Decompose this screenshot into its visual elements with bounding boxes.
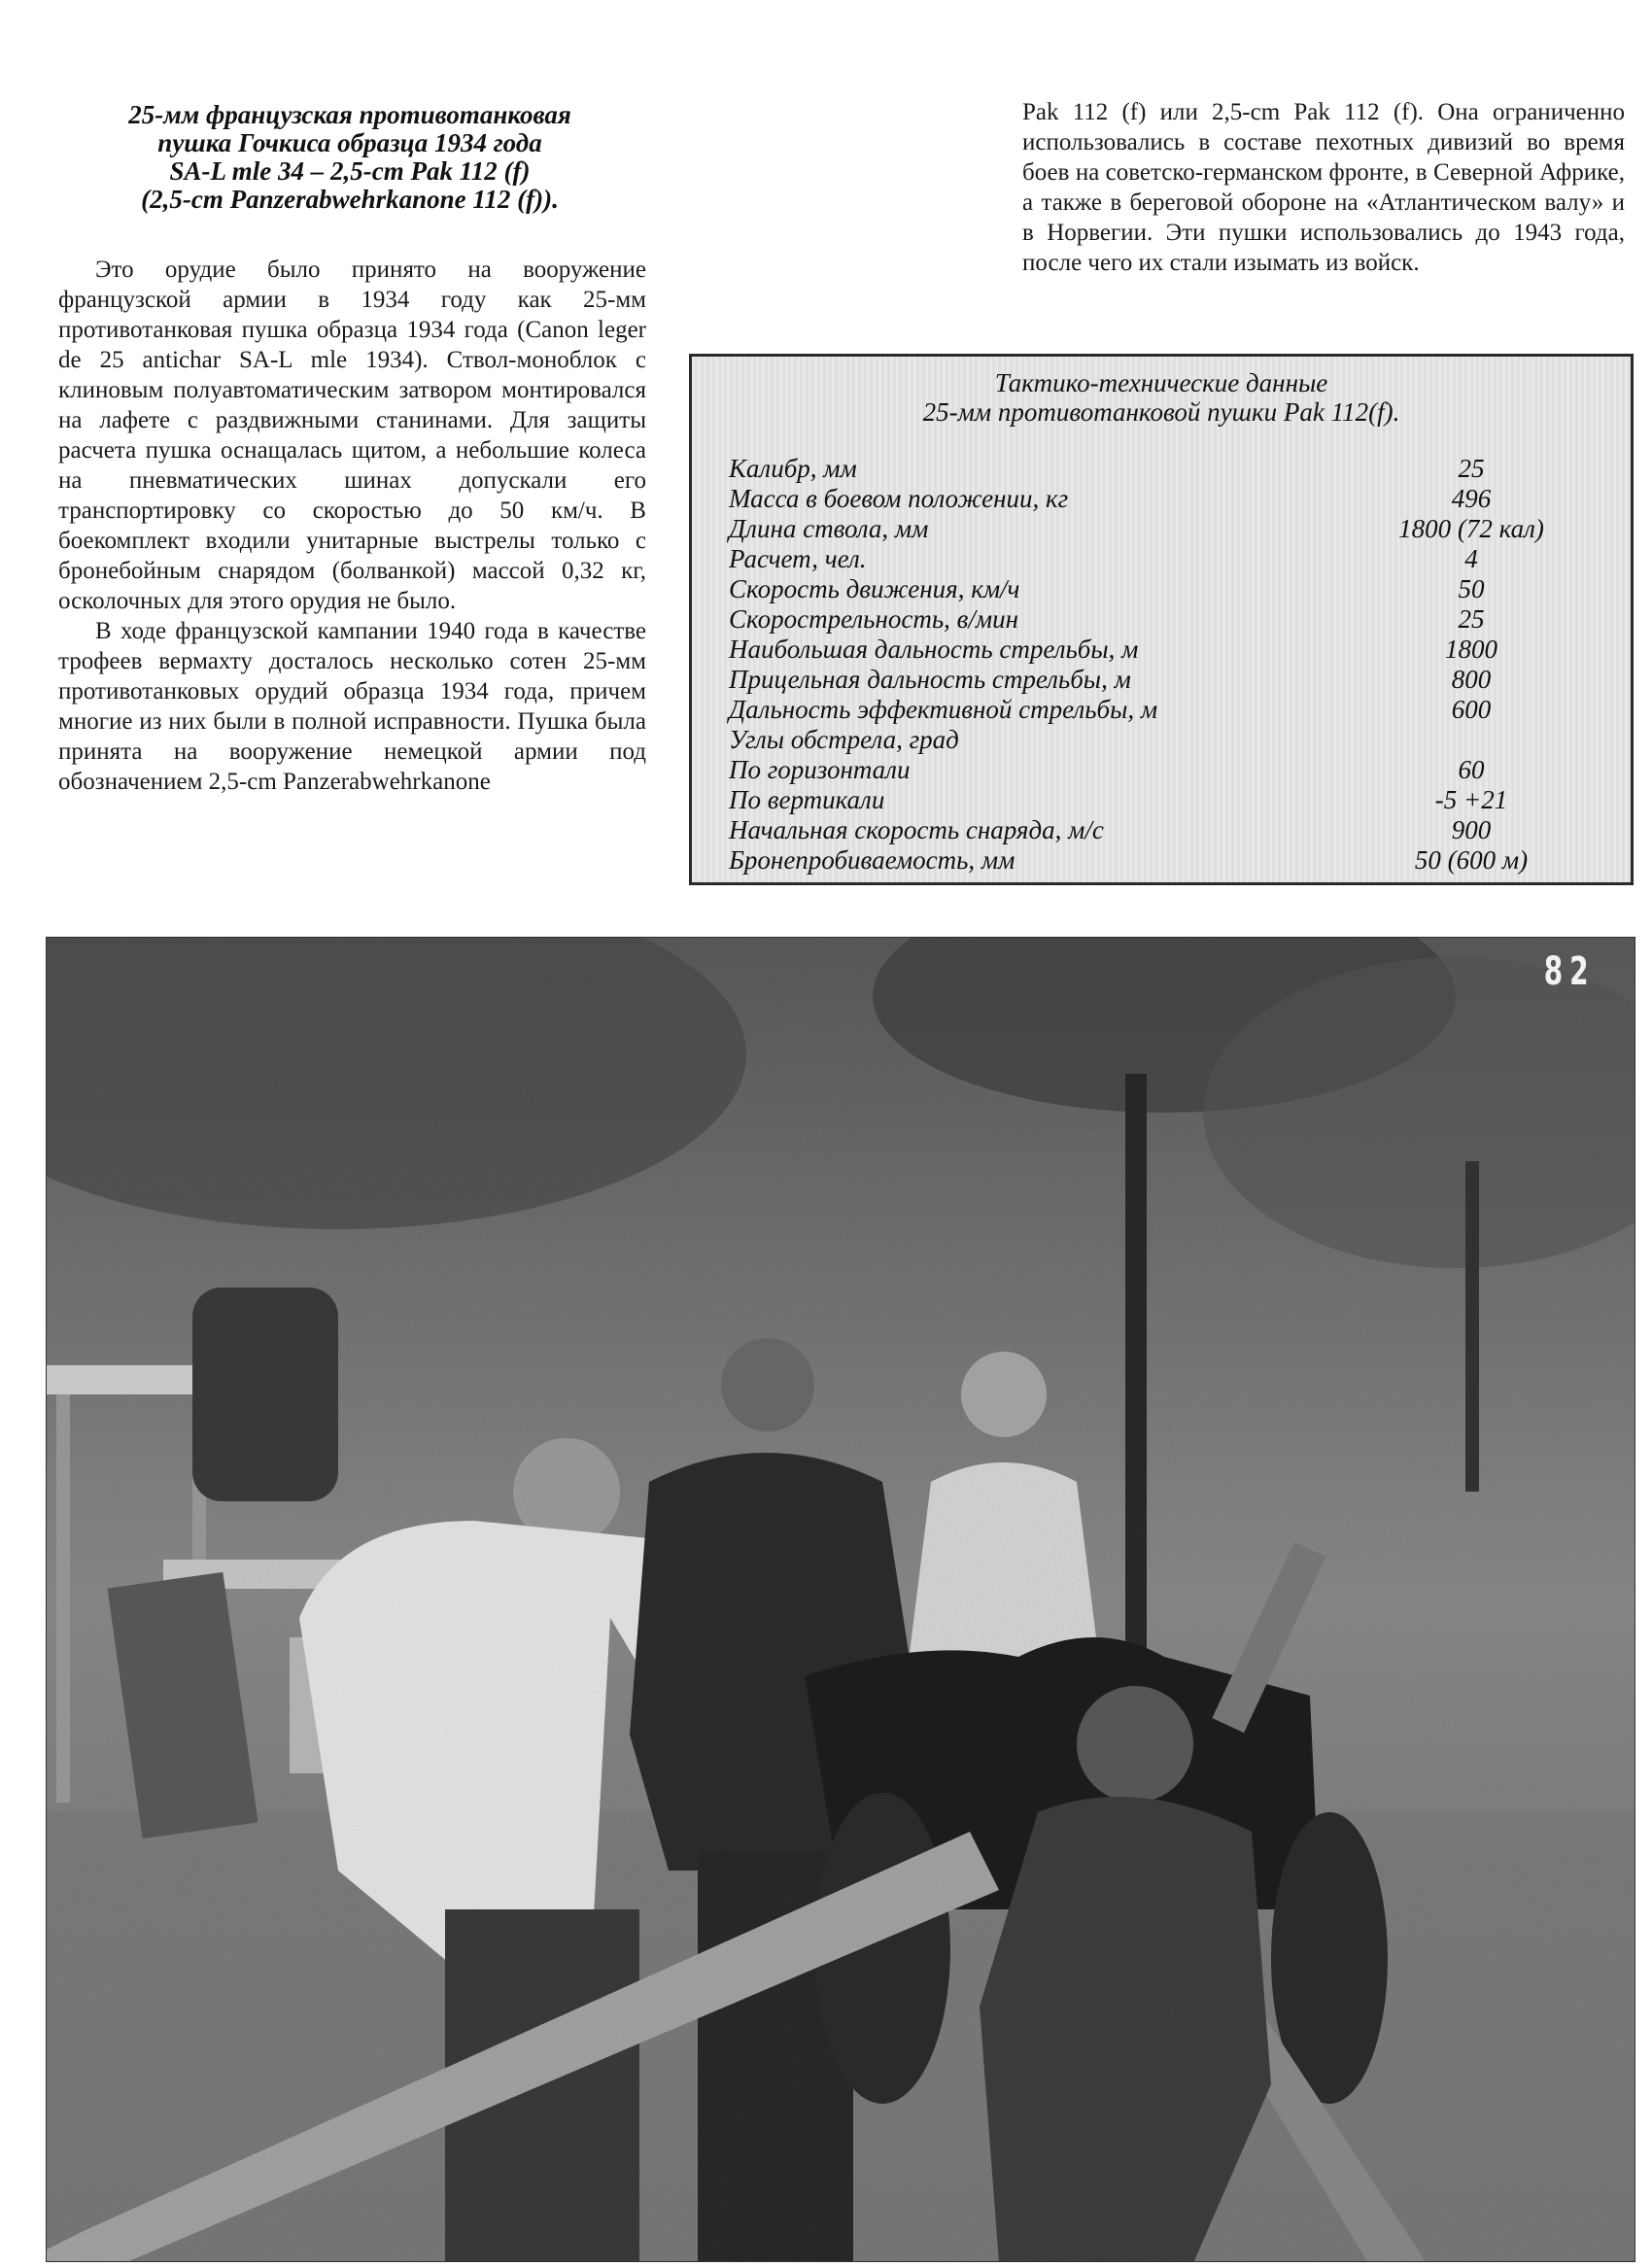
tree-trunk: [1465, 1161, 1479, 1492]
spec-value: -5 +21: [1434, 785, 1508, 814]
spec-value: 25: [1458, 454, 1485, 483]
spec-label: Наибольшая дальность стрельбы, м: [729, 635, 1139, 664]
photo-illustration: [47, 938, 1635, 2262]
backpack: [192, 1288, 338, 1501]
spec-value: 496: [1451, 484, 1492, 513]
specifications-row: [729, 484, 1601, 514]
article-heading: [53, 101, 646, 214]
specifications-row: [729, 815, 1601, 845]
right-column-text: [1022, 97, 1625, 278]
specifications-rows: [729, 454, 1601, 876]
person-head: [721, 1338, 814, 1431]
person-head-cap: [1077, 1686, 1193, 1803]
tree-trunk: [1125, 1074, 1147, 1676]
specifications-row: [729, 604, 1601, 635]
specifications-row: [729, 725, 1601, 755]
spec-label: Прицельная дальность стрельбы, м: [729, 665, 1131, 694]
spec-label: По горизонтали: [729, 755, 911, 784]
specifications-row: [729, 454, 1601, 484]
spec-value: 900: [1451, 815, 1492, 844]
person-head: [961, 1352, 1047, 1437]
specifications-row: [729, 544, 1601, 574]
specifications-row: [729, 785, 1601, 815]
photo-number: 82: [1544, 949, 1596, 994]
specifications-title: [692, 368, 1631, 427]
spec-label: Калибр, мм: [729, 454, 857, 483]
heading-line: (2,5-cm Panzerabwehrkanone 112 (f)).: [141, 185, 559, 214]
specifications-row: [729, 635, 1601, 665]
specifications-table: [689, 354, 1634, 885]
specifications-row: [729, 574, 1601, 604]
specifications-row: [729, 845, 1601, 876]
specifications-row: [729, 695, 1601, 725]
specifications-title-line: Тактико-технические данные: [994, 368, 1328, 397]
heading-line: SA-L mle 34 – 2,5-cm Pak 112 (f): [169, 156, 531, 186]
spec-label: Скорость движения, км/ч: [729, 574, 1020, 603]
historical-photo: [46, 937, 1635, 2262]
specifications-title-line: 25-мм противотанковой пушки Pak 112(f).: [922, 397, 1400, 427]
left-column-text: [58, 255, 646, 797]
spec-value: 1800 (72 кал): [1398, 514, 1544, 543]
spec-value: 4: [1464, 544, 1478, 573]
spec-value: 800: [1451, 665, 1492, 694]
table-top: [47, 1365, 212, 1394]
spec-label: Дальность эффективной стрельбы, м: [729, 695, 1158, 724]
spec-value: 25: [1458, 604, 1485, 634]
spec-value: 600: [1451, 695, 1492, 724]
spec-label: Углы обстрела, град: [729, 725, 959, 754]
body-paragraph: Это орудие было принято на вооружение французской армии в 1934 году как 25-мм противотанковая пушка образца 1934 года (Canon leger de 25 antichar SA-L mle 1934). Ствол-моноблок с клиновым полуавтоматическим затвором монтировался на лафете с раздвижными станинами. Для защиты расчета пушка оснащалась щитом, а небольшие колеса на пневматических шинах допускали его транспортировку со скоростью до 50 км/ч. В боекомплект входили унитарные выстрелы только с бронебойным снарядом (болванкой) массой 0,32 кг, осколочных для этого орудия не было.: [58, 257, 646, 614]
specifications-row: [729, 665, 1601, 695]
spec-label: Длина ствола, мм: [729, 514, 929, 543]
body-paragraph: В ходе французской кампании 1940 года в качестве трофеев вермахту досталось несколько сотен 25-мм противотанковых орудий образца 1934 года, причем многие из них были в полной исправности. Пушка была принята на вооружение немецкой армии под обозначением 2,5-cm Panzerabwehrkanone: [58, 618, 646, 795]
spec-label: Бронепробиваемость, мм: [729, 845, 1015, 875]
spec-value: 60: [1458, 755, 1485, 784]
specifications-row: [729, 755, 1601, 785]
spec-value: 50: [1458, 574, 1485, 603]
spec-value: 50 (600 м): [1414, 845, 1529, 875]
spec-label: По вертикали: [729, 785, 885, 814]
spec-label: Скорострельность, в/мин: [729, 604, 1018, 634]
spec-label: Расчет, чел.: [729, 544, 867, 573]
heading-line: 25-мм французская противотанковая: [128, 100, 571, 129]
body-paragraph: Pak 112 (f) или 2,5-cm Pak 112 (f). Она ограниченно использовались в составе пехотных дивизий во время боев на советско-германском фронте, в Северной Африке, а также в береговой обороне на «Атлантическом валу» и в Норвегии. Эти пушки использовались до 1943 года, после чего их стали изымать из войск.: [1022, 99, 1625, 276]
specifications-row: [729, 514, 1601, 544]
spec-label: Масса в боевом положении, кг: [729, 484, 1069, 513]
spec-label: Начальная скорость снаряда, м/с: [729, 815, 1104, 844]
heading-line: пушка Гочкиса образца 1934 года: [157, 128, 542, 157]
spec-value: 1800: [1445, 635, 1497, 664]
table-leg: [56, 1394, 70, 1803]
